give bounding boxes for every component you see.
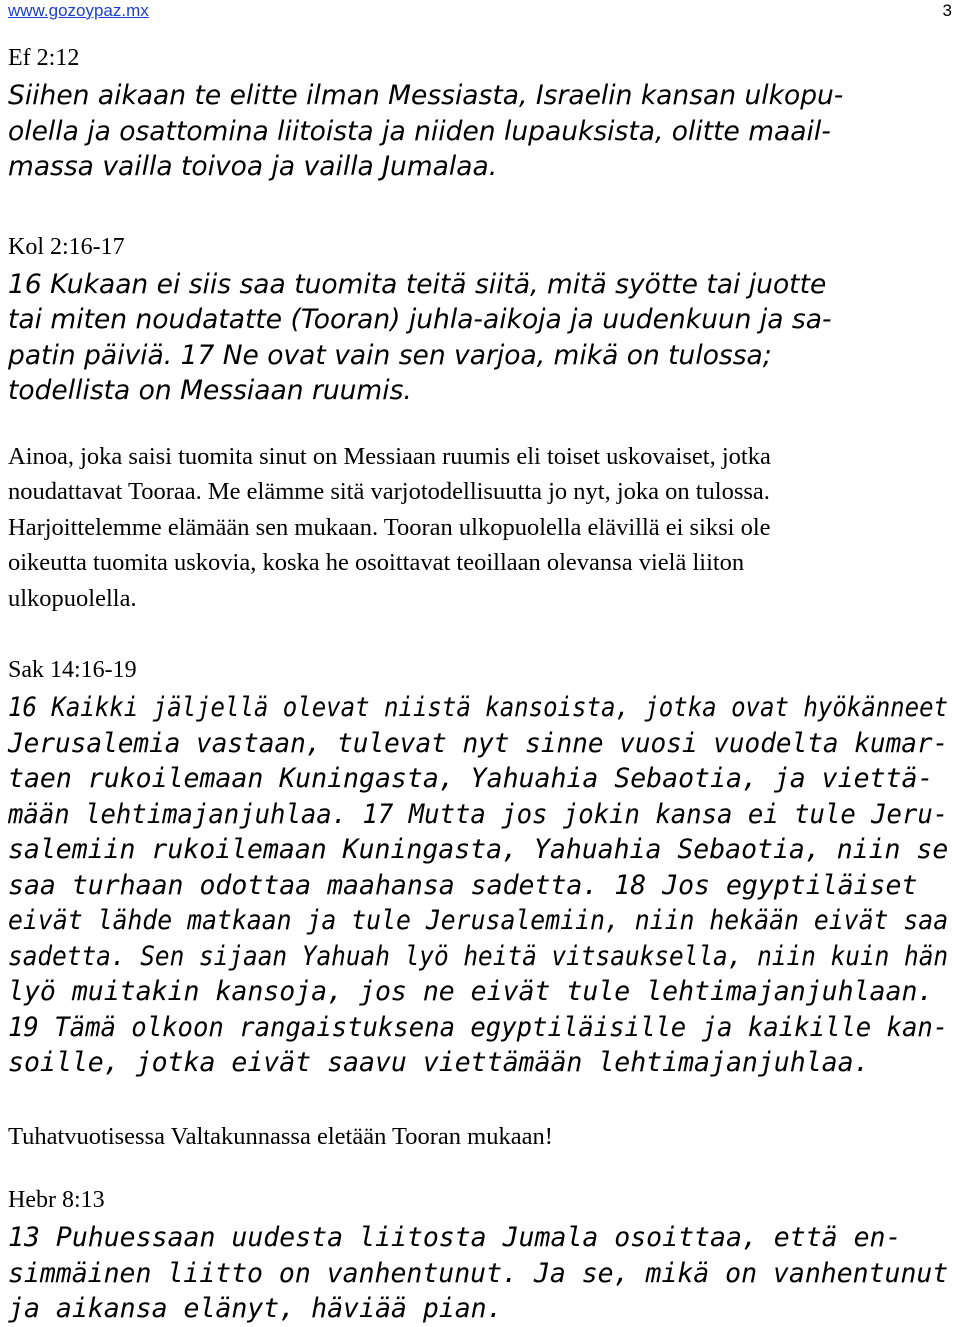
verse-line: saa turhaan odottaa maahansa sadetta. 18 Jos egyptiläiset (8, 869, 918, 901)
verse-line: olella ja osattomina liitoista ja niiden lupauksista, olitte maail- (8, 115, 831, 147)
verse-reference: Kol 2:16-17 (8, 233, 125, 260)
verse-line: Jerusalemia vastaan, tulevat nyt sinne vuosi vuodelta kumar- (8, 727, 949, 759)
verse-sak-14-16-19 (8, 654, 952, 1081)
verse-reference: Ef 2:12 (8, 45, 80, 71)
verse-line: taen rukoilemaan Kuningasta, Yahuahia Sebaotia, ja viettä- (8, 763, 934, 794)
verse-reference: Sak 14:16-19 (8, 657, 137, 683)
verse-line: simmäinen liitto on vanhentunut. Ja se, mikä on vanhentunut (8, 1257, 949, 1289)
verse-line: Siihen aikaan te elitte ilman Messiasta, Israelin kansan ulkopu- (8, 80, 844, 111)
verse-hebr-8-13 (8, 1184, 952, 1327)
verse-kol-2-16-17 (8, 231, 952, 409)
verse-line: todellista on Messiaan ruumis. (8, 375, 412, 406)
comment-line: noudattavat Tooraa. Me elämme sitä varjotodellisuutta jo nyt, joka on tulossa. (8, 478, 770, 505)
verse-line: ja aikansa elänyt, häviää pian. (8, 1293, 503, 1324)
verse-ef-2-12 (8, 42, 952, 185)
verse-line: 16 Kukaan ei siis saa tuomita teitä siitä, mitä syötte tai juotte (8, 268, 827, 300)
comment-line: Ainoa, joka saisi tuomita sinut on Messiaan ruumis eli toiset uskovaiset, jotka (8, 442, 771, 470)
verse-line: eivät lähde matkaan ja tule Jerusalemiin, niin hekään eivät saa (8, 905, 949, 936)
site-link[interactable]: www.gozoypaz.mx (8, 1, 149, 20)
document-page (8, 0, 952, 1327)
verse-line: 16 Kaikki jäljellä olevat niistä kansoista, jotka ovat hyökänneet (8, 692, 949, 723)
verse-line: massa vailla toivoa ja vailla Jumalaa. (8, 151, 498, 182)
verse-line: patin päiviä. 17 Ne ovat vain sen varjoa, mikä on tulossa; (8, 339, 772, 371)
comment-line: oikeutta tuomita uskovia, koska he osoittavat teoillaan olevansa vielä liiton (8, 549, 745, 576)
verse-line: 19 Tämä olkoon rangaistuksena egyptiläisille ja kaikille kan- (8, 1011, 949, 1043)
verse-reference: Hebr 8:13 (8, 1187, 105, 1213)
page-number: 3 (942, 1, 952, 20)
comment-line: Harjoittelemme elämään sen mukaan. Tooran ulkopuolella elävillä ei siksi ole (8, 513, 771, 541)
page-header (8, 0, 952, 24)
verse-line: tai miten noudatatte (Tooran) juhla-aikoja ja uudenkuun ja sa- (8, 304, 832, 335)
statement-paragraph (8, 1119, 952, 1155)
verse-line: lyö muitakin kansoja, jos ne eivät tule lehtimajanjuhlaan. (8, 976, 934, 1007)
verse-line: soille, jotka eivät saavu viettämään lehtimajanjuhlaa. (8, 1047, 870, 1078)
commentary-paragraph (8, 439, 952, 617)
verse-line: salemiin rukoilemaan Kuningasta, Yahuahia Sebaotia, niin se (8, 834, 949, 865)
verse-line: sadetta. Sen sijaan Yahuah lyö heitä vitsauksella, niin kuin hän (8, 940, 949, 972)
verse-line: 13 Puhuessaan uudesta liitosta Jumala osoittaa, että en- (8, 1222, 902, 1253)
statement-line: Tuhatvuotisessa Valtakunnassa eletään Tooran mukaan! (8, 1122, 553, 1150)
verse-line: mään lehtimajanjuhlaa. 17 Mutta jos jokin kansa ei tule Jeru- (8, 798, 949, 830)
comment-line: ulkopuolella. (8, 584, 137, 612)
